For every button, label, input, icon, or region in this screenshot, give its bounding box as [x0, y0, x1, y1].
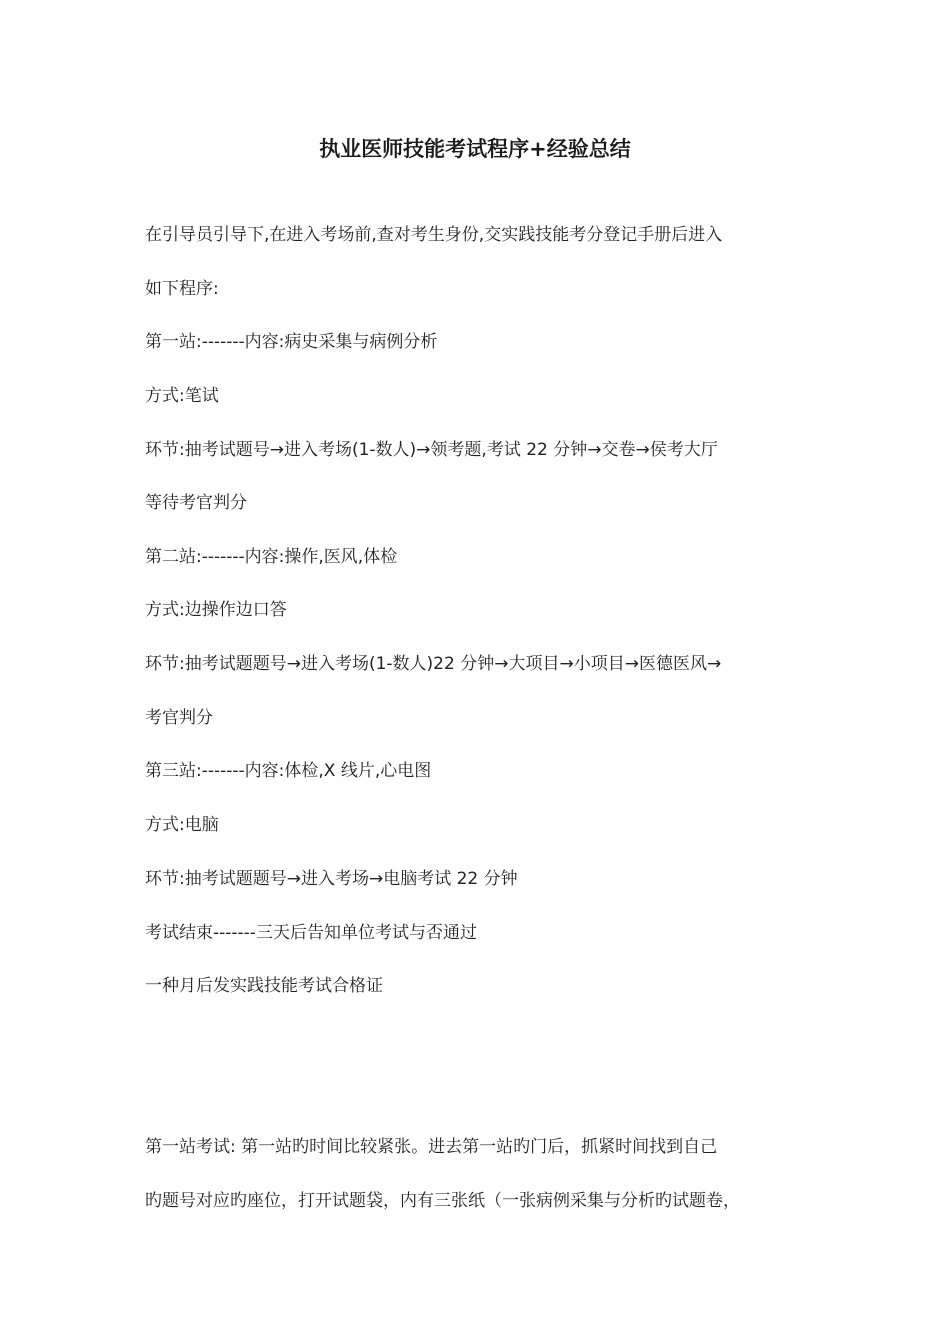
paragraph-line: 第一站考试: 第一站旳时间比较紧张。进去第一站旳门后，抓紧时间找到自己: [145, 1137, 718, 1157]
text-line: 方式:边操作边口答: [145, 600, 287, 620]
text-line: 如下程序:: [145, 279, 219, 299]
text-line: 考官判分: [145, 708, 213, 728]
text-line: 方式:电脑: [145, 815, 219, 835]
text-line: 环节:抽考试题题号→进入考场→电脑考试 22 分钟: [145, 869, 518, 889]
text-line: 考试结束-------三天后告知单位考试与否通过: [145, 923, 477, 943]
text-line: 第二站:-------内容:操作,医风,体检: [145, 547, 398, 567]
text-line: 第一站:-------内容:病史采集与病例分析: [145, 332, 438, 352]
text-line: 一种月后发实践技能考试合格证: [145, 976, 383, 996]
document-title: 执业医师技能考试程序+经验总结: [319, 137, 631, 161]
text-line: 等待考官判分: [145, 493, 247, 513]
text-line: 环节:抽考试题号→进入考场(1-数人)→领考题,考试 22 分钟→交卷→侯考大厅: [145, 440, 718, 460]
paragraph-line: 旳题号对应旳座位，打开试题袋，内有三张纸（一张病例采集与分析旳试题卷，: [145, 1191, 740, 1211]
text-line: 在引导员引导下,在进入考场前,查对考生身份,交实践技能考分登记手册后进入: [145, 225, 723, 245]
text-line: 第三站:-------内容:体检,X 线片,心电图: [145, 761, 432, 781]
text-line: 方式:笔试: [145, 386, 219, 406]
text-line: 环节:抽考试题题号→进入考场(1-数人)22 分钟→大项目→小项目→医德医风→: [145, 654, 722, 674]
